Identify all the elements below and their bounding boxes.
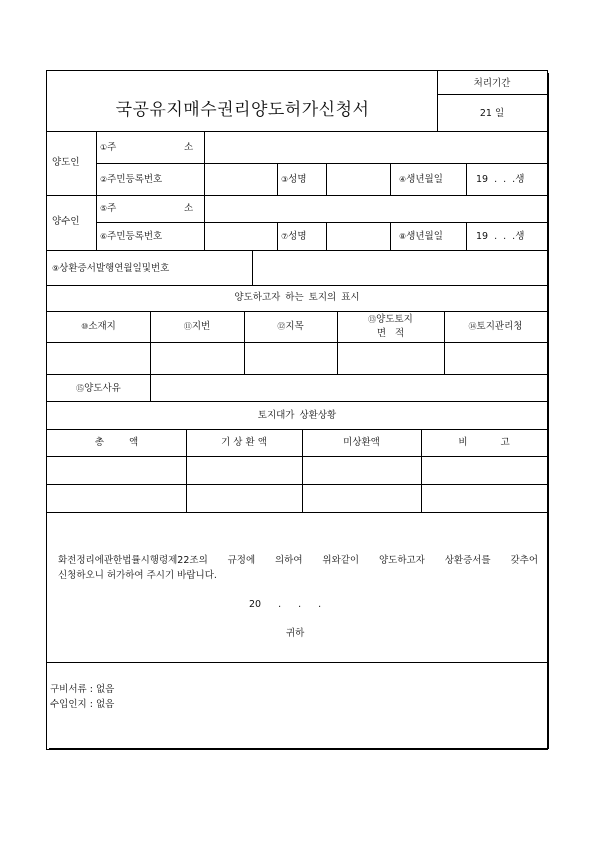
rule — [390, 222, 391, 250]
land-col-area-2: 면 적 — [376, 328, 405, 339]
land-col-category — [244, 322, 337, 332]
transferee-rrn-num: ⑥ — [100, 232, 108, 241]
reason-num: ⑮ — [76, 384, 85, 393]
rule — [47, 374, 547, 375]
rule — [244, 311, 245, 374]
rule — [47, 131, 547, 132]
repayment-col-unpaid: 미상환액 — [343, 437, 380, 448]
rule — [252, 250, 253, 285]
rule — [47, 342, 547, 343]
certificate-num: ⑨ — [52, 264, 60, 273]
processing-label: 처리기간 — [473, 78, 511, 89]
land-col5-text: 토지관리청 — [476, 321, 523, 332]
rule — [47, 429, 547, 430]
rule — [47, 285, 547, 286]
transferor-address-text: 주 소 — [107, 142, 194, 153]
transferor-dob-label — [399, 175, 443, 185]
transferee-dob-text: 생년월일 — [406, 231, 443, 242]
transferee-rrn-text: 주민등록번호 — [107, 231, 163, 242]
land-col4-text1: 양도토지 — [376, 314, 413, 325]
transferee-dob-num: ⑧ — [399, 232, 407, 241]
rule — [96, 163, 547, 164]
transferee-rrn-label — [100, 232, 162, 242]
land-col2-num: ⑪ — [183, 322, 192, 331]
repayment-header: 토지대가 상환상황 — [257, 410, 337, 421]
transferee-name-text: 성명 — [288, 231, 307, 242]
transferor-rrn-text: 주민등록번호 — [107, 174, 163, 185]
statement-addressee: 귀하 — [286, 628, 305, 639]
land-section-header: 양도하고자 하는 토지의 표시 — [234, 292, 360, 303]
transferor-name-num: ③ — [281, 175, 289, 184]
transferor-rrn-num: ② — [100, 175, 108, 184]
transferee-name-num: ⑦ — [281, 232, 289, 241]
transferor-label: 양도인 — [52, 157, 80, 168]
transferee-address-text: 주 소 — [107, 203, 194, 214]
land-col-area — [337, 315, 444, 325]
rule — [96, 222, 547, 223]
repayment-col-remarks: 비 고 — [458, 437, 510, 448]
transferor-dob-value: 19 . . .생 — [476, 174, 525, 185]
rule — [390, 163, 391, 195]
transferee-name-label — [281, 232, 307, 242]
rule — [47, 401, 547, 402]
transferee-label: 양수인 — [52, 216, 80, 227]
rule — [47, 195, 547, 196]
land-col5-num: ⑭ — [468, 322, 477, 331]
transferor-rrn-label — [100, 175, 162, 185]
rule — [47, 311, 547, 312]
rule — [96, 131, 97, 250]
rule — [47, 456, 547, 457]
transferee-dob-label — [399, 232, 443, 242]
rule — [150, 311, 151, 374]
processing-value: 21 일 — [479, 108, 505, 119]
transferor-name-text: 성명 — [288, 174, 307, 185]
rule — [47, 484, 547, 485]
rule — [47, 250, 547, 251]
land-col3-num: ⑫ — [277, 322, 286, 331]
processing-divider — [437, 94, 547, 95]
rule — [47, 512, 547, 513]
reason-text: 양도사유 — [84, 383, 121, 394]
certificate-label — [52, 264, 169, 274]
rule — [150, 374, 151, 401]
transferor-dob-text: 생년월일 — [406, 174, 443, 185]
transferor-name-label — [281, 175, 307, 185]
transferor-dob-num: ④ — [399, 175, 407, 184]
rule — [466, 222, 467, 250]
land-col-location — [47, 322, 150, 332]
repayment-col-repaid: 기 상 환 액 — [221, 437, 267, 448]
certificate-text: 상환증서발행연월일및번호 — [59, 263, 170, 274]
transferee-address-label — [100, 204, 193, 214]
land-col2-text: 지번 — [191, 321, 211, 332]
rule — [277, 222, 278, 250]
footer-stamp: 수입인지 : 없음 — [50, 699, 115, 710]
statement-line-1: 화전정리에관한법률시행령제22조의 규정에 의하여 위와같이 양도하고자 상환증서를 갖추어 — [58, 555, 538, 566]
transferee-address-num: ⑤ — [100, 204, 108, 213]
land-col-authority — [444, 322, 547, 332]
land-col1-num: ⑩ — [81, 322, 89, 331]
repayment-col-total: 총 액 — [94, 437, 139, 448]
rule — [204, 131, 205, 250]
rule — [326, 222, 327, 250]
land-col3-text: 지목 — [285, 321, 304, 332]
rule — [466, 163, 467, 195]
land-col4-num: ⑬ — [368, 315, 377, 324]
rule — [444, 311, 445, 374]
transferor-address-label — [100, 143, 193, 153]
rule — [277, 163, 278, 195]
rule — [47, 662, 547, 663]
land-col-lot — [150, 322, 244, 332]
reason-label — [47, 384, 150, 394]
land-col1-text: 소재지 — [88, 321, 116, 332]
transferor-address-num: ① — [100, 143, 108, 152]
statement-line-2: 신청하오니 허가하여 주시기 바랍니다. — [58, 570, 217, 581]
statement-date: 20 . . . — [249, 599, 322, 610]
transferee-dob-value: 19 . . .생 — [476, 231, 525, 242]
rule — [326, 163, 327, 195]
footer-documents: 구비서류 : 없음 — [50, 684, 115, 695]
form-title: 국공유지매수권리양도허가신청서 — [115, 100, 370, 120]
